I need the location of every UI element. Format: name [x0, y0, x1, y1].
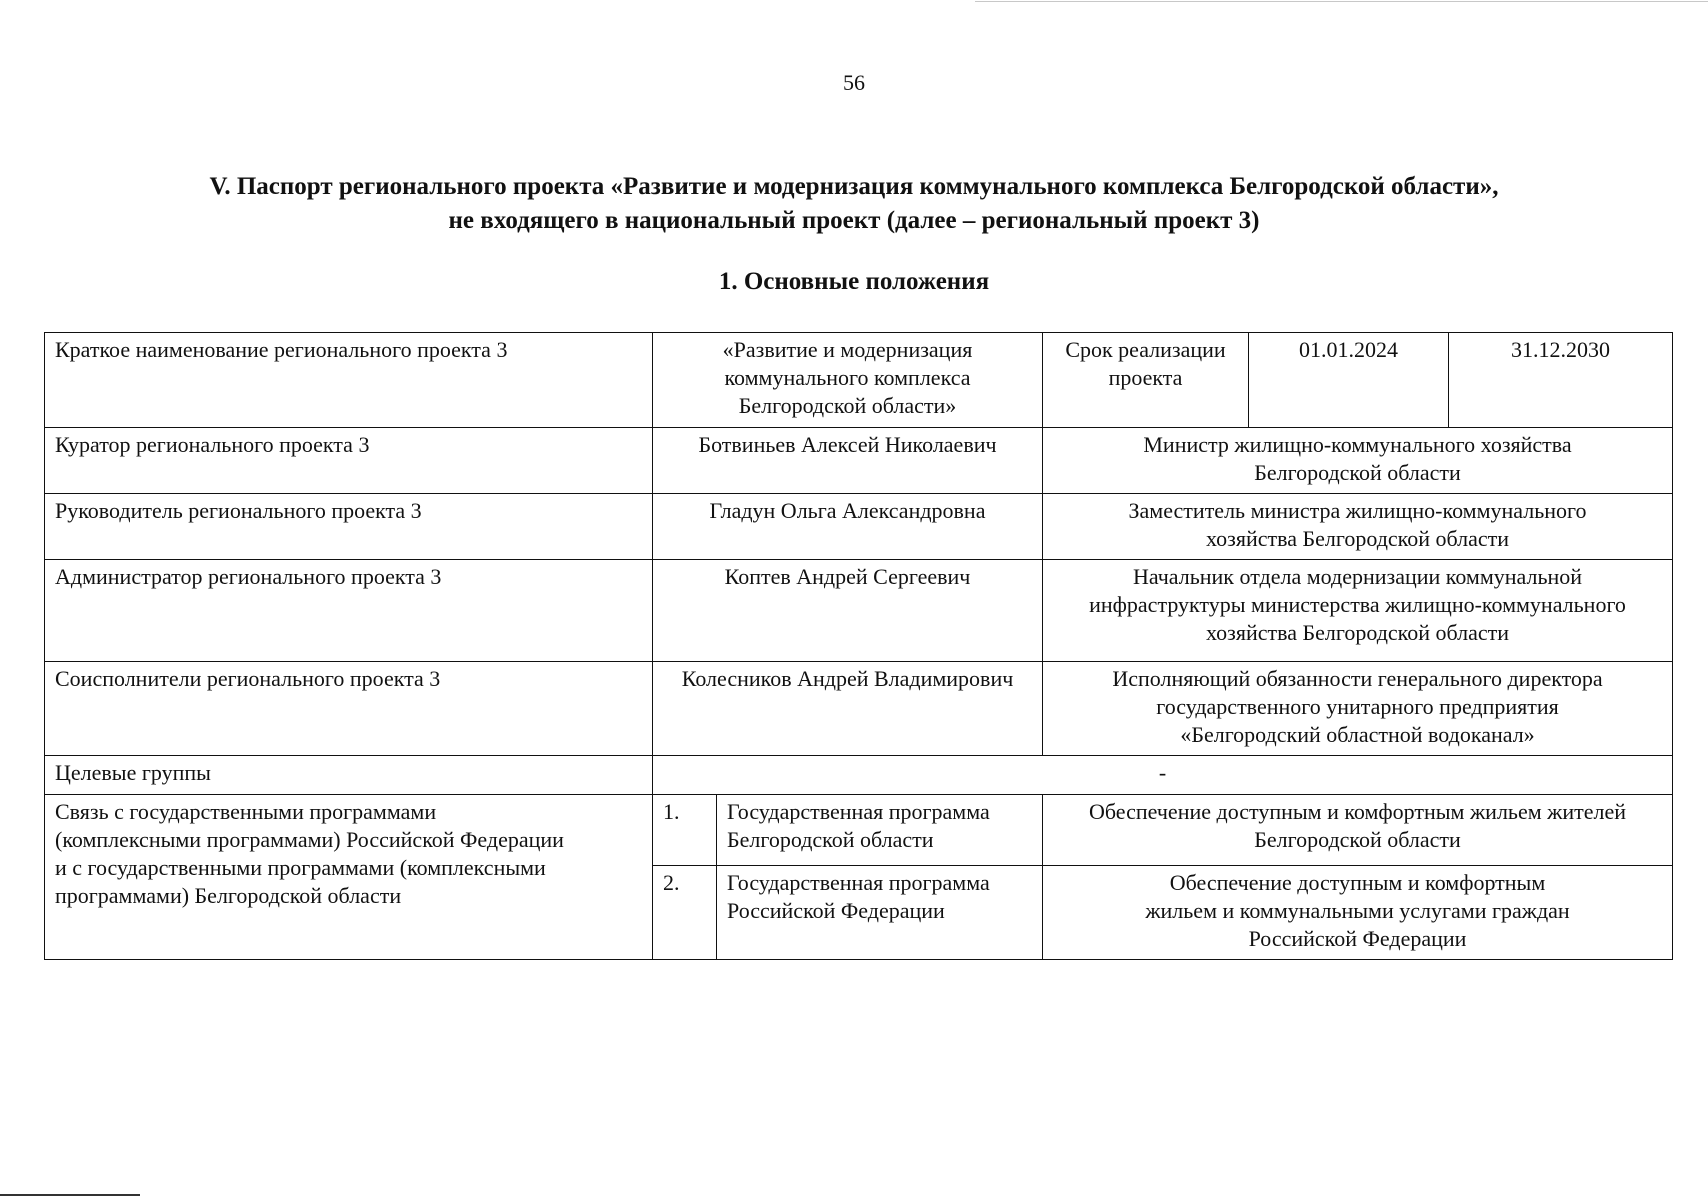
passport-table	[44, 332, 1673, 960]
co-executor-name: Колесников Андрей Владимирович	[653, 662, 1043, 756]
text-line: Связь с государственными программами	[55, 799, 437, 824]
target-groups-value: -	[653, 756, 1673, 795]
table-row	[45, 333, 1673, 428]
document-title-line: V. Паспорт регионального проекта «Развитие и модернизация коммунального комплекса Белгородской области»,	[209, 173, 1499, 200]
text-line: коммунального комплекса	[724, 365, 971, 390]
table-cell-label: Руководитель регионального проекта 3	[45, 494, 653, 560]
text-line: жильем и коммунальными услугами граждан	[1145, 898, 1570, 923]
text-line: «Белгородский областной водоканал»	[1180, 722, 1535, 747]
scan-edge-line	[975, 1, 1708, 2]
table-cell-label: Куратор регионального проекта 3	[45, 428, 653, 494]
term-label	[1043, 333, 1249, 428]
start-date: 01.01.2024	[1249, 333, 1449, 428]
text-line: Исполняющий обязанности генерального директора	[1112, 666, 1603, 691]
program-type	[717, 795, 1043, 866]
text-line: Обеспечение доступным и комфортным	[1169, 870, 1546, 895]
text-line: хозяйства Белгородской области	[1205, 620, 1510, 645]
text-line: Государственная программа	[727, 799, 990, 824]
table-row	[45, 756, 1673, 795]
text-line: Государственная программа	[727, 870, 990, 895]
head-name: Гладун Ольга Александровна	[653, 494, 1043, 560]
text-line: проекта	[1108, 365, 1183, 390]
program-number: 2.	[653, 866, 717, 960]
table-row	[45, 662, 1673, 756]
program-name	[1043, 866, 1673, 960]
text-line: «Развитие и модернизация	[722, 337, 973, 362]
text-line: Российской Федерации	[727, 898, 945, 923]
text-line: и с государственными программами (комплексными	[55, 855, 546, 880]
end-date: 31.12.2030	[1449, 333, 1673, 428]
text-line: Министр жилищно-коммунального хозяйства	[1143, 432, 1572, 457]
program-number: 1.	[653, 795, 717, 866]
document-title-line: не входящего в национальный проект (далее – региональный проект 3)	[448, 207, 1260, 234]
text-line: Заместитель министра жилищно-коммунального	[1128, 498, 1587, 523]
text-line: хозяйства Белгородской области	[1205, 526, 1510, 551]
project-short-name	[653, 333, 1043, 428]
programs-label	[45, 795, 653, 960]
head-position	[1043, 494, 1673, 560]
table-cell-label: Администратор регионального проекта 3	[45, 560, 653, 662]
text-line: Обеспечение доступным и комфортным жильем жителей	[1089, 799, 1627, 824]
text-line: Начальник отдела модернизации коммунальной	[1132, 564, 1583, 589]
table-cell-label: Целевые группы	[45, 756, 653, 795]
table-row	[45, 494, 1673, 560]
text-line: Белгородской области	[1254, 460, 1461, 485]
table-row	[45, 795, 1673, 866]
administrator-name: Коптев Андрей Сергеевич	[653, 560, 1043, 662]
section-title: 1. Основные положения	[718, 268, 990, 295]
table-row	[45, 560, 1673, 662]
administrator-position	[1043, 560, 1673, 662]
document-title	[0, 170, 1708, 238]
text-line: Срок реализации	[1065, 337, 1226, 362]
co-executor-position	[1043, 662, 1673, 756]
table-cell-label: Краткое наименование регионального проекта 3	[45, 333, 653, 428]
text-line: Белгородской области	[727, 827, 934, 852]
program-name	[1043, 795, 1673, 866]
text-line: программами) Белгородской области	[55, 883, 402, 908]
text-line: инфраструктуры министерства жилищно-коммунального	[1089, 592, 1626, 617]
curator-position	[1043, 428, 1673, 494]
text-line: Белгородской области»	[738, 393, 957, 418]
program-type	[717, 866, 1043, 960]
scan-edge-line	[0, 1194, 140, 1196]
table-row	[45, 428, 1673, 494]
text-line: (комплексными программами) Российской Федерации	[55, 827, 564, 852]
text-line: Белгородской области	[1254, 827, 1461, 852]
text-line: Российской Федерации	[1248, 926, 1467, 951]
text-line: государственного унитарного предприятия	[1156, 694, 1559, 719]
page-number: 56	[843, 70, 865, 95]
table-cell-label: Соисполнители регионального проекта 3	[45, 662, 653, 756]
curator-name: Ботвиньев Алексей Николаевич	[653, 428, 1043, 494]
